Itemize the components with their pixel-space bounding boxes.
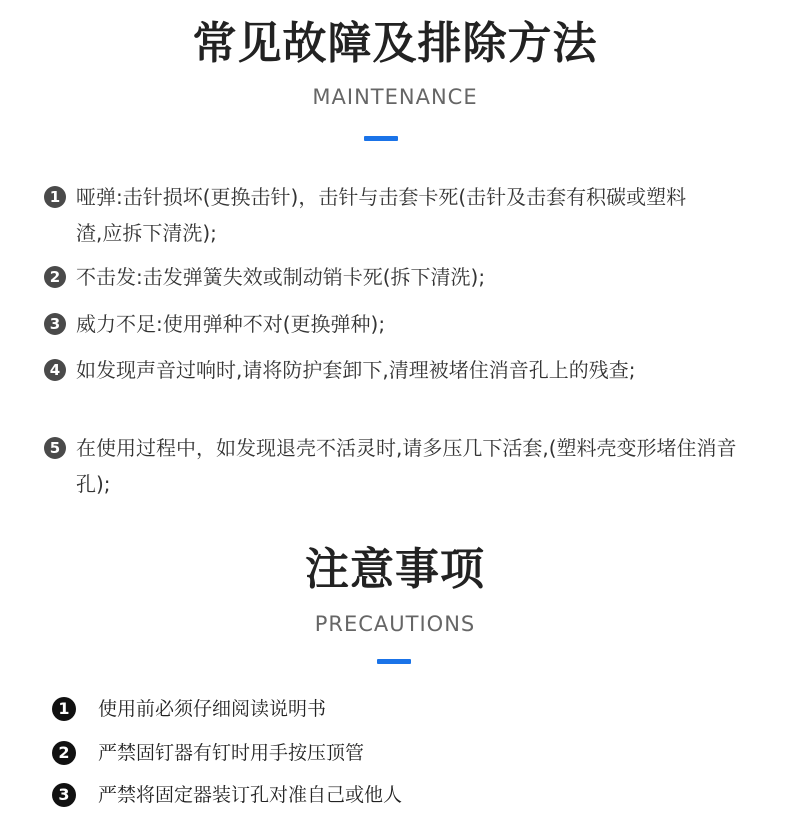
number-2-badge: 2 <box>44 266 66 288</box>
precaution-item-1 <box>52 697 752 727</box>
precautions-subtitle: PRECAUTIONS <box>314 612 476 636</box>
number-1-badge: 1 <box>52 697 76 721</box>
precautions-title: 注意事项 <box>305 544 485 595</box>
fault-item-2 <box>44 266 764 295</box>
fault-item-text: 威力不足:使用弹种不对(更换弹种); <box>76 312 386 336</box>
precaution-item-text: 使用前必须仔细阅读说明书 <box>98 698 327 720</box>
number-4-badge: 4 <box>44 359 66 381</box>
maintenance-subtitle: MAINTENANCE <box>312 85 478 109</box>
fault-item-text: 不击发:击发弹簧失效或制动销卡死(拆下清洗); <box>76 265 486 289</box>
number-3-badge: 3 <box>52 783 76 807</box>
maintenance-title: 常见故障及排除方法 <box>192 18 598 69</box>
fault-item-4 <box>44 359 764 388</box>
precaution-item-text: 严禁固钉器有钉时用手按压顶管 <box>98 742 365 764</box>
number-1-badge: 1 <box>44 186 66 208</box>
fault-item-text: 在使用过程中，如发现退壳不活灵时,请多压几下活套,(塑料壳变形堵住消音孔); <box>76 436 737 496</box>
fault-item-text: 如发现声音过响时,请将防护套卸下,清理被堵住消音孔上的残查; <box>76 358 636 382</box>
precaution-item-2 <box>52 741 752 771</box>
precautions-accent-bar <box>377 659 411 664</box>
number-5-badge: 5 <box>44 437 66 459</box>
precaution-item-text: 严禁将固定器装订孔对准自己或他人 <box>98 784 403 806</box>
precaution-item-3 <box>52 783 752 813</box>
number-3-badge: 3 <box>44 313 66 335</box>
maintenance-accent-bar <box>364 136 398 141</box>
fault-item-text: 哑弹:击针损坏(更换击针)，击针与击套卡死(击针及击套有积碳或塑料渣,应拆下清洗); <box>76 185 687 245</box>
fault-item-5 <box>44 437 764 502</box>
fault-item-1 <box>44 186 764 251</box>
fault-item-3 <box>44 313 764 342</box>
number-2-badge: 2 <box>52 741 76 765</box>
